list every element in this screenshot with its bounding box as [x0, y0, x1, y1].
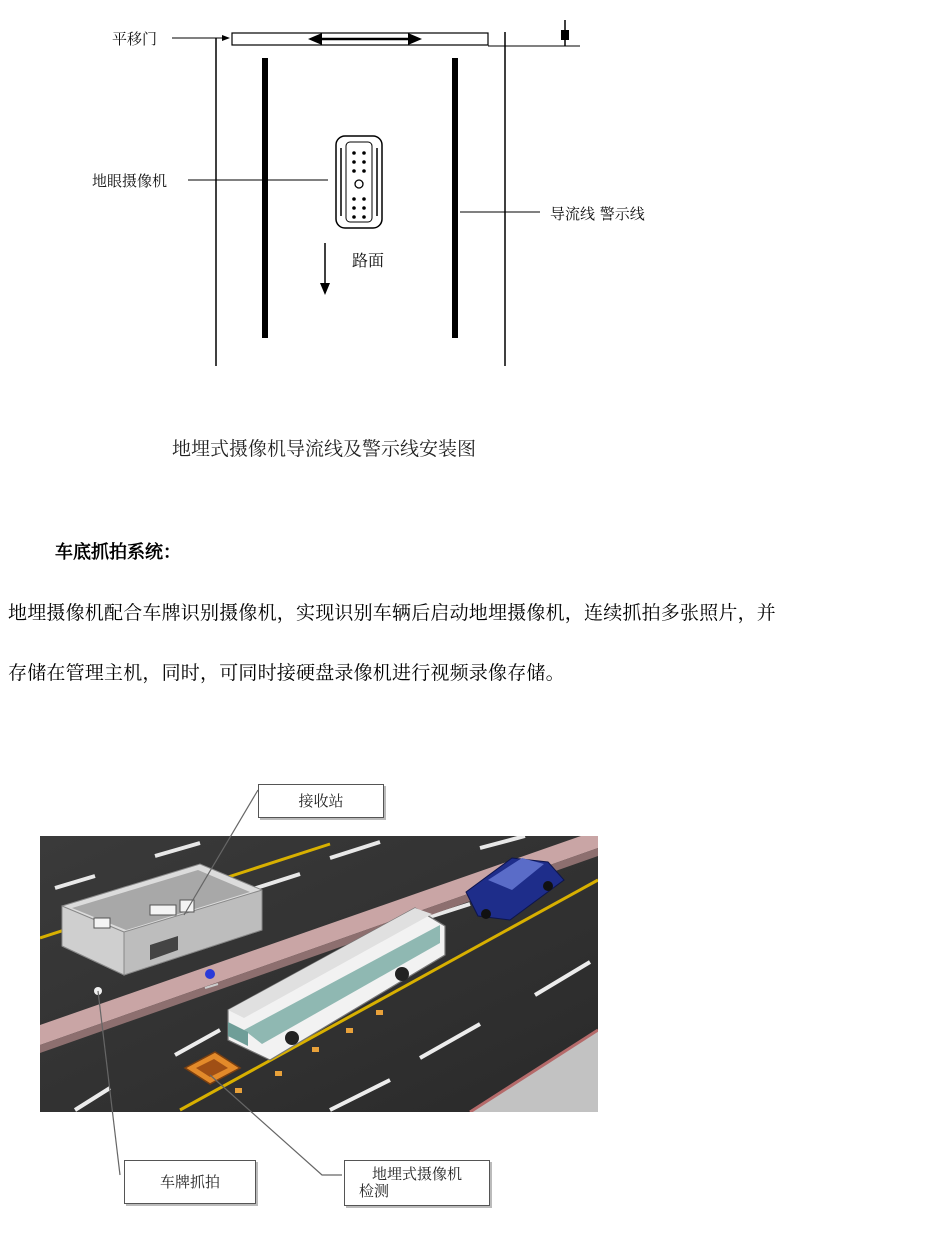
paragraph-line-2: 存储在管理主机，同时，可同时接硬盘录像机进行视频录像存储。 [8, 662, 565, 684]
buried-camera-callout [344, 1160, 490, 1206]
ground-camera-label: 地眼摄像机 [92, 172, 168, 190]
blue-figure-icon [205, 969, 215, 979]
plate-capture-label: 车牌抓拍 [159, 1172, 220, 1191]
receiving-station-callout [258, 784, 384, 818]
plate-capture-callout [124, 1160, 256, 1204]
road-surface-label: 路面 [352, 251, 385, 270]
diagram-caption: 地埋式摄像机导流线及警示线安装图 [172, 438, 477, 460]
sliding-gate-label: 平移门 [112, 30, 158, 48]
guide-lines-label: 导流线 警示线 [550, 205, 645, 223]
buried-camera-label-line2: 检测 [359, 1182, 390, 1200]
section-heading: 车底抓拍系统： [55, 542, 181, 563]
receiving-station-label: 接收站 [298, 791, 344, 810]
paragraph-line-1: 地埋摄像机配合车牌识别摄像机，实现识别车辆后启动地埋摄像机，连续抓拍多张照片，并 [8, 602, 777, 624]
buried-camera-label-line1: 地埋式摄像机 [371, 1165, 462, 1183]
